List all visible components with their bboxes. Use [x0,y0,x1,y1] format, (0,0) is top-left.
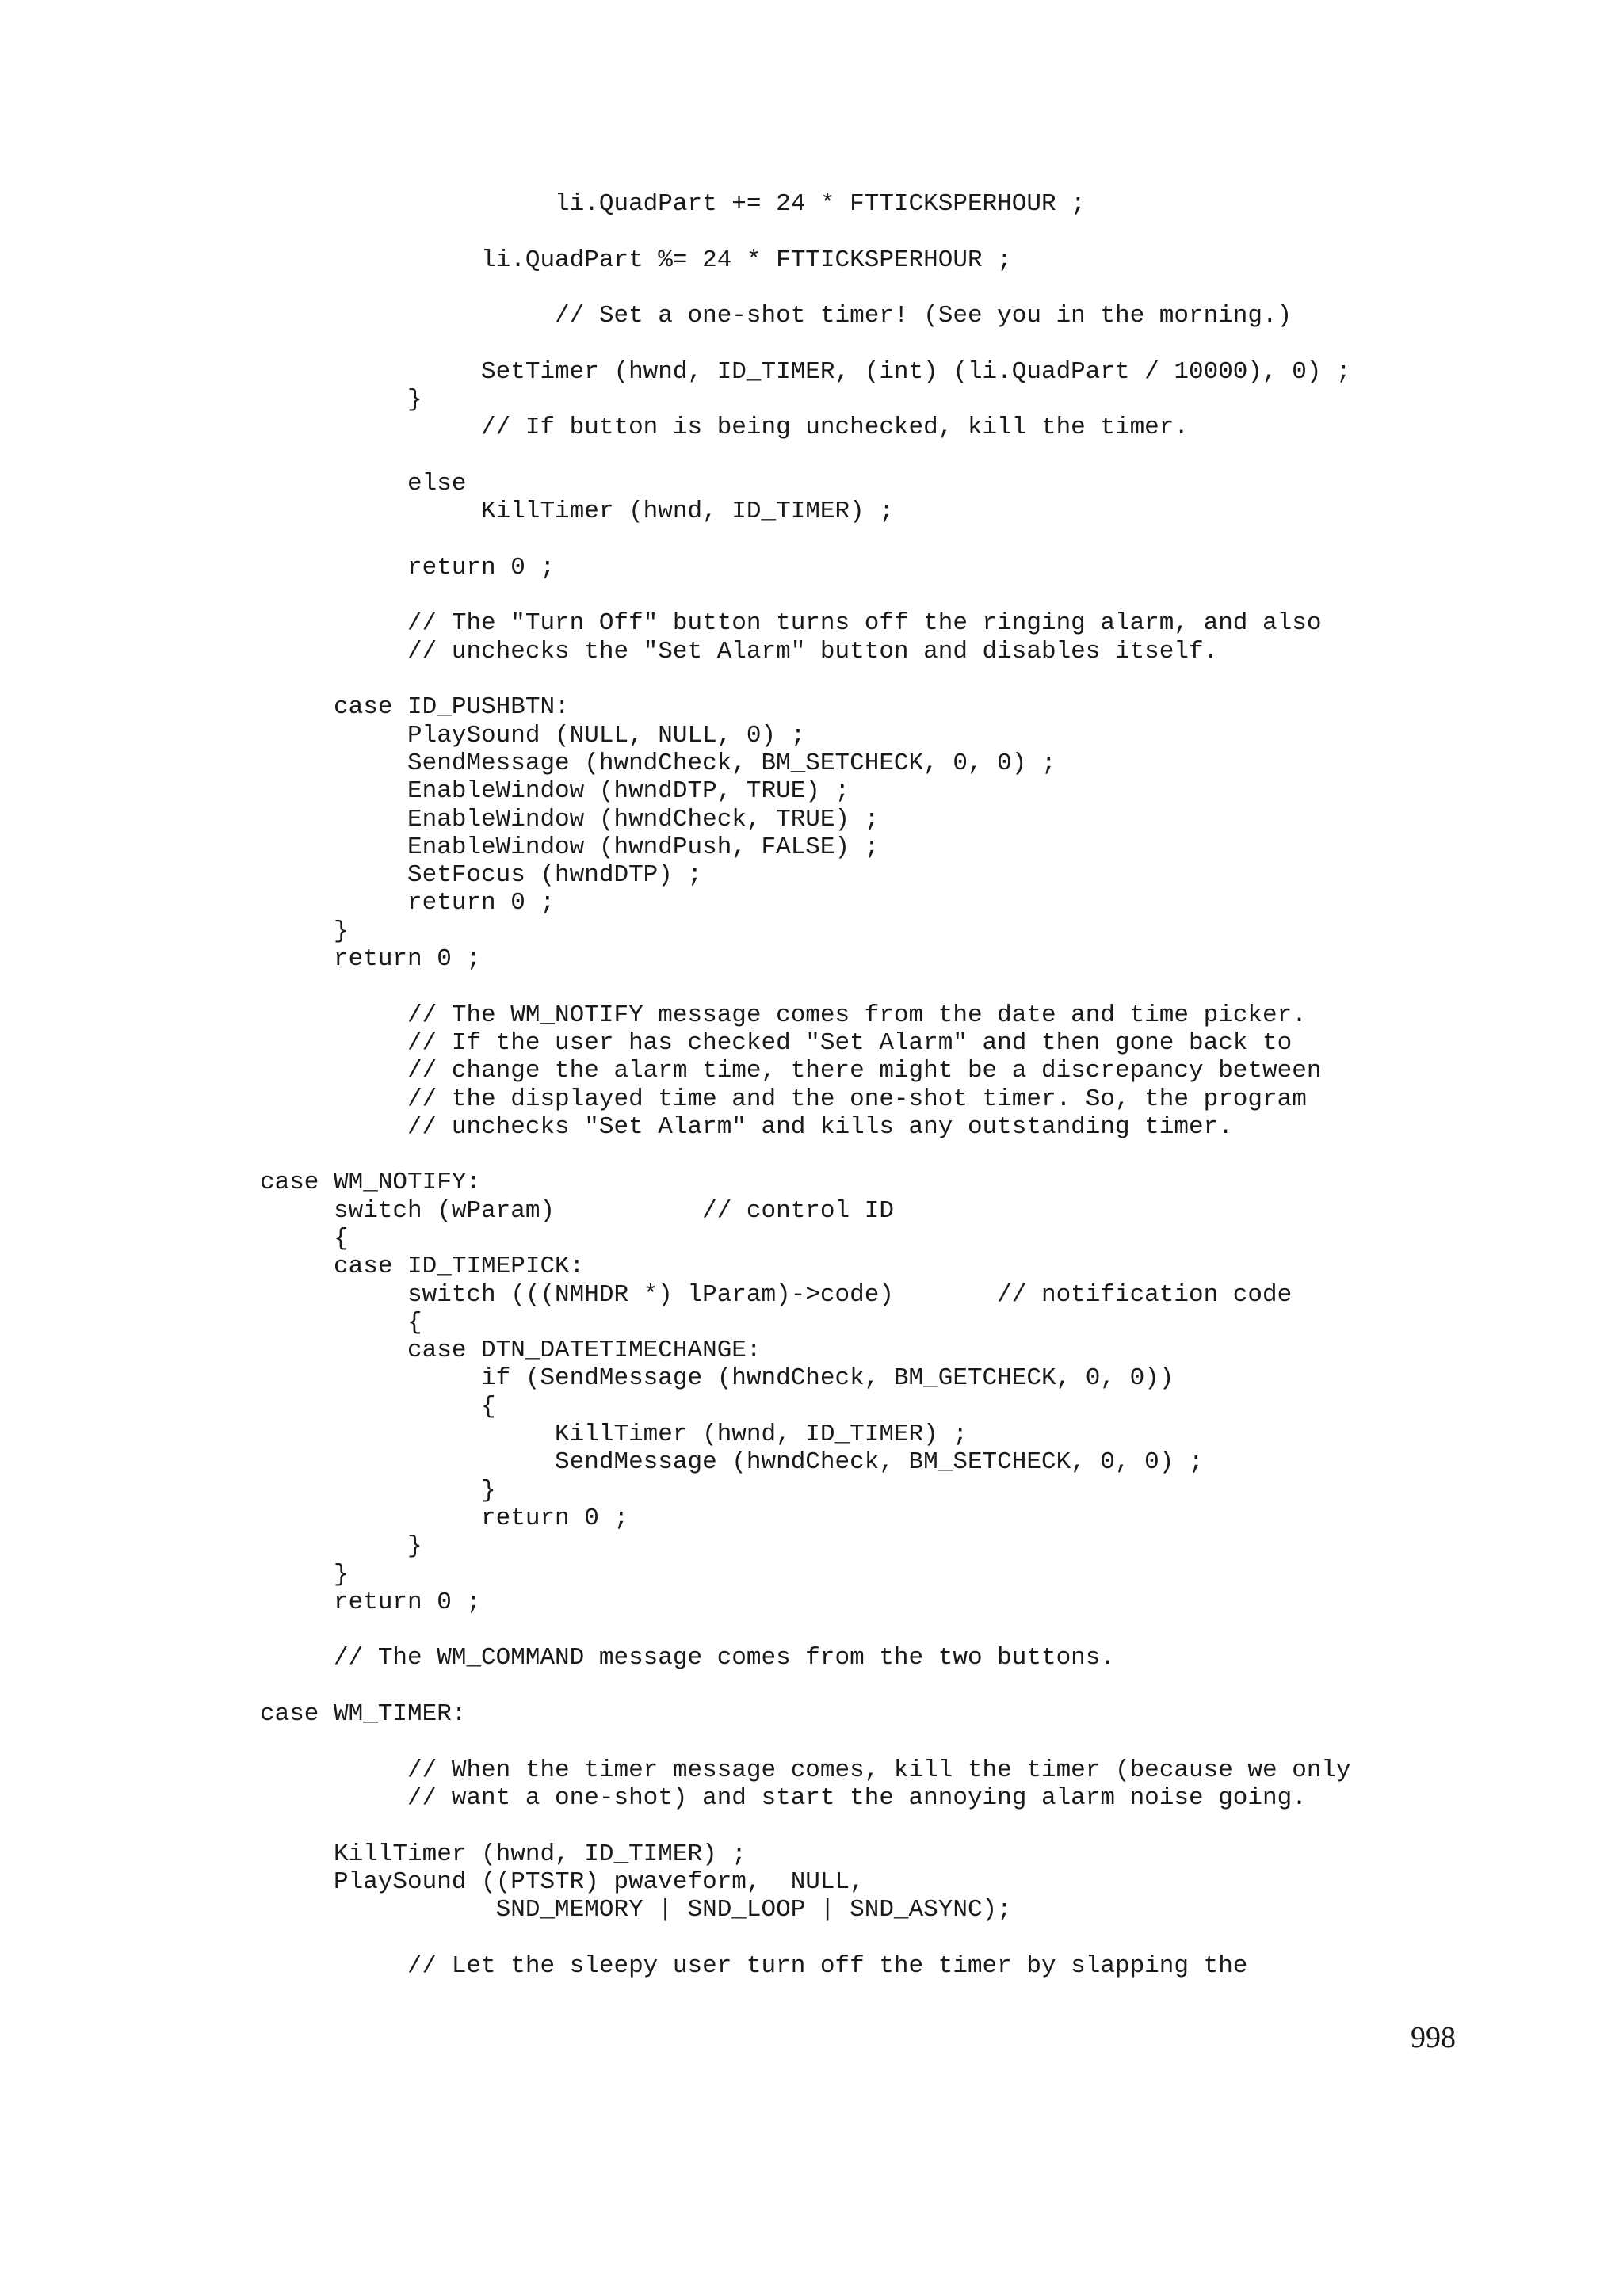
code-line: SetFocus (hwndDTP) ; [260,861,703,890]
code-line: // The WM_COMMAND message comes from the two buttons. [260,1644,1115,1672]
code-line: // Set a one-shot timer! (See you in the morning.) [260,302,1293,330]
code-line: if (SendMessage (hwndCheck, BM_GETCHECK, 0, 0)) [260,1364,1174,1393]
code-line: // When the timer message comes, kill the timer (because we only [260,1756,1351,1784]
code-line: // want a one-shot) and start the annoying alarm noise going. [260,1783,1307,1812]
code-line: case ID_TIMEPICK: [260,1253,585,1281]
code-line [260,218,1351,246]
code-line [260,973,1351,1001]
code-line [260,1141,1351,1169]
code-line [260,582,1351,609]
code-line: EnableWindow (hwndPush, FALSE) ; [260,833,880,861]
code-line: case ID_PUSHBTN: [260,693,570,722]
code-line: EnableWindow (hwndCheck, TRUE) ; [260,805,880,833]
code-line: } [260,1560,349,1589]
code-line [260,330,1351,357]
code-line [260,442,1351,470]
code-line: EnableWindow (hwndDTP, TRUE) ; [260,777,850,806]
code-line: case WM_TIMER: [260,1700,467,1729]
code-line: return 0 ; [260,945,482,974]
code-line: case DTN_DATETIMECHANGE: [260,1337,762,1365]
code-line [260,1672,1351,1700]
code-line: // the displayed time and the one-shot timer. So, the program [260,1085,1307,1113]
code-line: return 0 ; [260,1588,482,1616]
code-line: { [260,1308,422,1337]
page-number: 998 [1411,2021,1456,2054]
code-line: else [260,469,467,498]
code-line: KillTimer (hwnd, ID_TIMER) ; [260,1421,968,1449]
code-line [260,1616,1351,1644]
code-line: } [260,386,422,414]
code-line: } [260,1532,422,1561]
code-line: li.QuadPart %= 24 * FTTICKSPERHOUR ; [260,246,1012,274]
code-line [260,666,1351,693]
code-line: // change the alarm time, there might be a discrepancy between [260,1057,1322,1085]
code-line: case WM_NOTIFY: [260,1169,482,1197]
code-line: switch (wParam) // control ID [260,1196,894,1225]
code-line [260,526,1351,554]
code-line: PlaySound (NULL, NULL, 0) ; [260,721,806,749]
code-line: SendMessage (hwndCheck, BM_SETCHECK, 0, 0) ; [260,749,1056,777]
code-line: return 0 ; [260,889,556,917]
code-line: // unchecks "Set Alarm" and kills any outstanding timer. [260,1112,1233,1141]
code-line: } [260,917,349,945]
code-line [260,1812,1351,1840]
code-line: return 0 ; [260,1504,629,1532]
code-line [260,1924,1351,1951]
code-line: SendMessage (hwndCheck, BM_SETCHECK, 0, 0) ; [260,1448,1204,1477]
code-line: // The WM_NOTIFY message comes from the date and time picker. [260,1001,1307,1029]
code-line: switch (((NMHDR *) lParam)->code) // notification code [260,1280,1293,1309]
code-line: KillTimer (hwnd, ID_TIMER) ; [260,1840,747,1868]
code-line: // Let the sleepy user turn off the timer by slapping the [260,1951,1248,1980]
code-line [260,274,1351,302]
code-line: { [260,1392,496,1421]
code-line: // If button is being unchecked, kill the timer. [260,414,1189,442]
code-line: PlaySound ((PTSTR) pwaveform, NULL, [260,1867,865,1896]
code-line: // The "Turn Off" button turns off the ringing alarm, and also [260,609,1322,638]
code-line: { [260,1224,349,1253]
code-line: return 0 ; [260,553,556,582]
code-listing [260,190,1351,1980]
code-line: // unchecks the "Set Alarm" button and disables itself. [260,637,1219,666]
code-line [260,1728,1351,1756]
code-line: SND_MEMORY | SND_LOOP | SND_ASYNC); [260,1896,1012,1924]
code-line: li.QuadPart += 24 * FTTICKSPERHOUR ; [260,190,1086,218]
code-line: KillTimer (hwnd, ID_TIMER) ; [260,498,894,526]
code-line: // If the user has checked "Set Alarm" and then gone back to [260,1028,1293,1057]
code-line: SetTimer (hwnd, ID_TIMER, (int) (li.QuadPart / 10000), 0) ; [260,357,1351,386]
code-line: } [260,1476,496,1505]
